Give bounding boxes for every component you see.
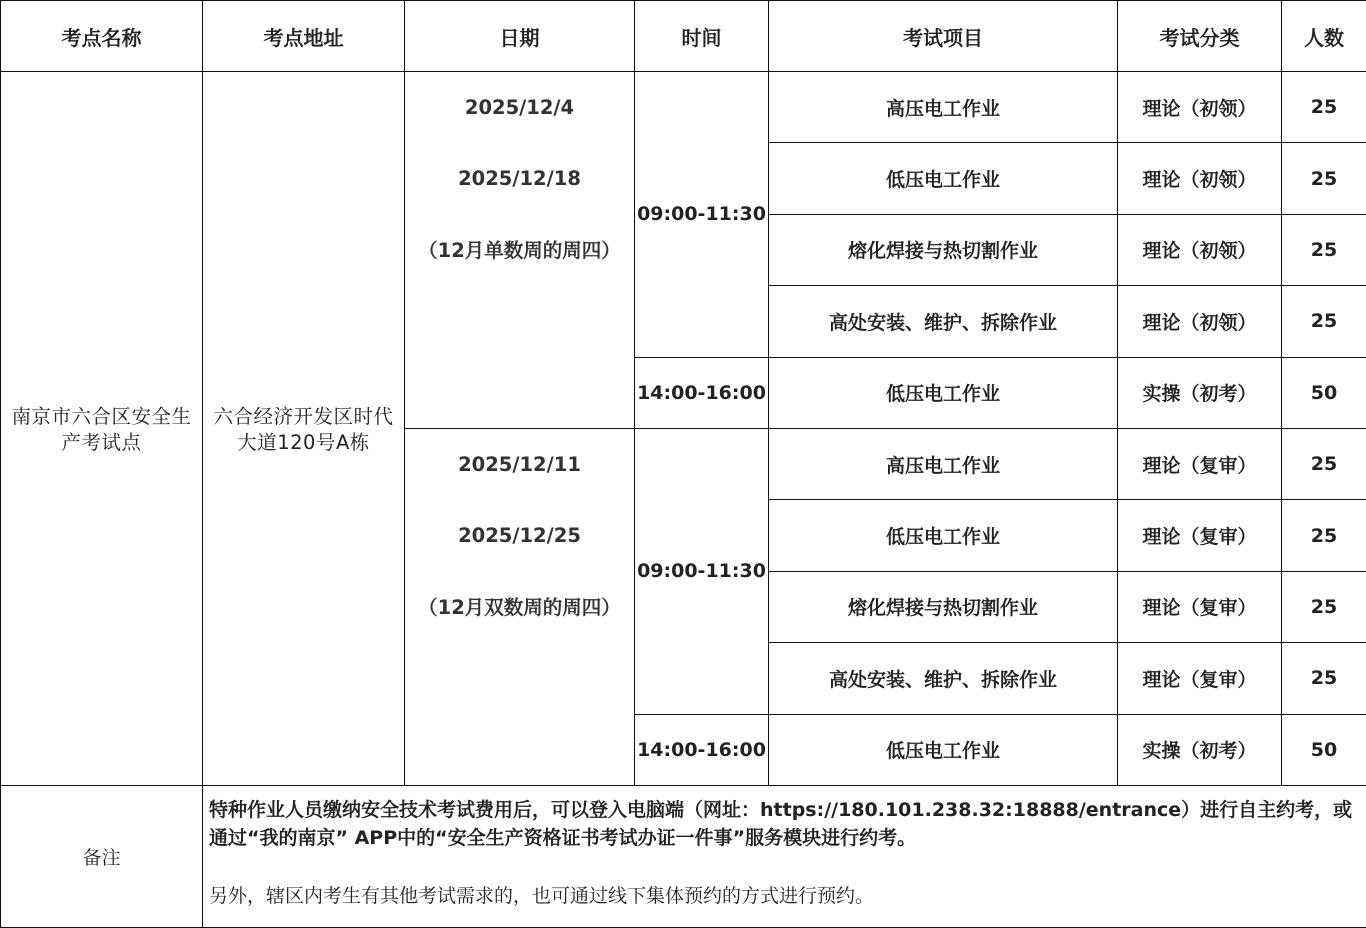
exam-category: 理论（初领）: [1118, 143, 1282, 214]
remark-paragraph-2: 另外，辖区内考生有其他考试需求的，也可通过线下集体预约的方式进行预约。: [209, 884, 875, 907]
exam-item: 高压电工作业: [769, 72, 1118, 143]
exam-item: 高压电工作业: [769, 428, 1118, 499]
header-site-address: 考点地址: [203, 1, 405, 72]
header-time: 时间: [635, 1, 769, 72]
date-note: （12月双数周的周四）: [418, 595, 621, 619]
exam-count: 25: [1282, 214, 1366, 285]
date-2: 2025/12/18: [458, 167, 581, 191]
exam-count: 25: [1282, 72, 1366, 143]
exam-category: 理论（复审）: [1118, 500, 1282, 571]
exam-count: 25: [1282, 500, 1366, 571]
remark-content: [203, 785, 1366, 927]
exam-category: 理论（复审）: [1118, 571, 1282, 642]
remark-label: 备注: [1, 785, 203, 927]
exam-category: 实操（初考）: [1118, 357, 1282, 428]
date-note: （12月单数周的周四）: [418, 238, 621, 262]
table-row: [1, 72, 1366, 143]
time-cell: 14:00-16:00: [635, 357, 769, 428]
date-1: 2025/12/4: [464, 96, 575, 119]
exam-count: 50: [1282, 357, 1366, 428]
exam-count: 25: [1282, 428, 1366, 499]
site-address-cell: [203, 72, 405, 786]
exam-category: 理论（初领）: [1118, 72, 1282, 143]
date-1: 2025/12/11: [458, 452, 581, 476]
exam-item: 低压电工作业: [769, 357, 1118, 428]
exam-count: 25: [1282, 643, 1366, 714]
site-address: 六合经济开发区时代大道120号A栋: [213, 404, 394, 454]
remark-paragraph-1: 特种作业人员缴纳安全技术考试费用后，可以登入电脑端（网址：https://180.101.238.32:18888/entrance）进行自主约考，或通过“我的南京” APP中的“安全生产资格证书考试办证一件事”服务模块进行约考。: [209, 798, 1353, 849]
exam-item: 低压电工作业: [769, 500, 1118, 571]
site-name: 南京市六合区安全生产考试点: [11, 404, 192, 454]
header-exam-item: 考试项目: [769, 1, 1118, 72]
site-name-cell: [1, 72, 203, 786]
time-cell: 09:00-11:30: [635, 72, 769, 358]
exam-count: 50: [1282, 714, 1366, 785]
exam-item: 高处安装、维护、拆除作业: [769, 286, 1118, 357]
time-cell: 09:00-11:30: [635, 428, 769, 714]
header-site-name: 考点名称: [1, 1, 203, 72]
exam-category: 理论（复审）: [1118, 428, 1282, 499]
exam-item: 低压电工作业: [769, 714, 1118, 785]
exam-category: 理论（初领）: [1118, 286, 1282, 357]
exam-item: 熔化焊接与热切割作业: [769, 571, 1118, 642]
date-cell-group-2: [405, 428, 635, 785]
exam-category: 理论（复审）: [1118, 643, 1282, 714]
date-cell-group-1: [405, 72, 635, 429]
exam-category: 实操（初考）: [1118, 714, 1282, 785]
exam-item: 高处安装、维护、拆除作业: [769, 643, 1118, 714]
exam-category: 理论（初领）: [1118, 214, 1282, 285]
header-date: 日期: [405, 1, 635, 72]
exam-count: 25: [1282, 286, 1366, 357]
exam-item: 低压电工作业: [769, 143, 1118, 214]
time-cell: 14:00-16:00: [635, 714, 769, 785]
date-2: 2025/12/25: [458, 524, 581, 548]
exam-item: 熔化焊接与热切割作业: [769, 214, 1118, 285]
exam-count: 25: [1282, 143, 1366, 214]
remark-row: [1, 785, 1366, 927]
exam-count: 25: [1282, 571, 1366, 642]
header-exam-category: 考试分类: [1118, 1, 1282, 72]
header-row: [1, 1, 1366, 72]
header-count: 人数: [1282, 1, 1366, 72]
